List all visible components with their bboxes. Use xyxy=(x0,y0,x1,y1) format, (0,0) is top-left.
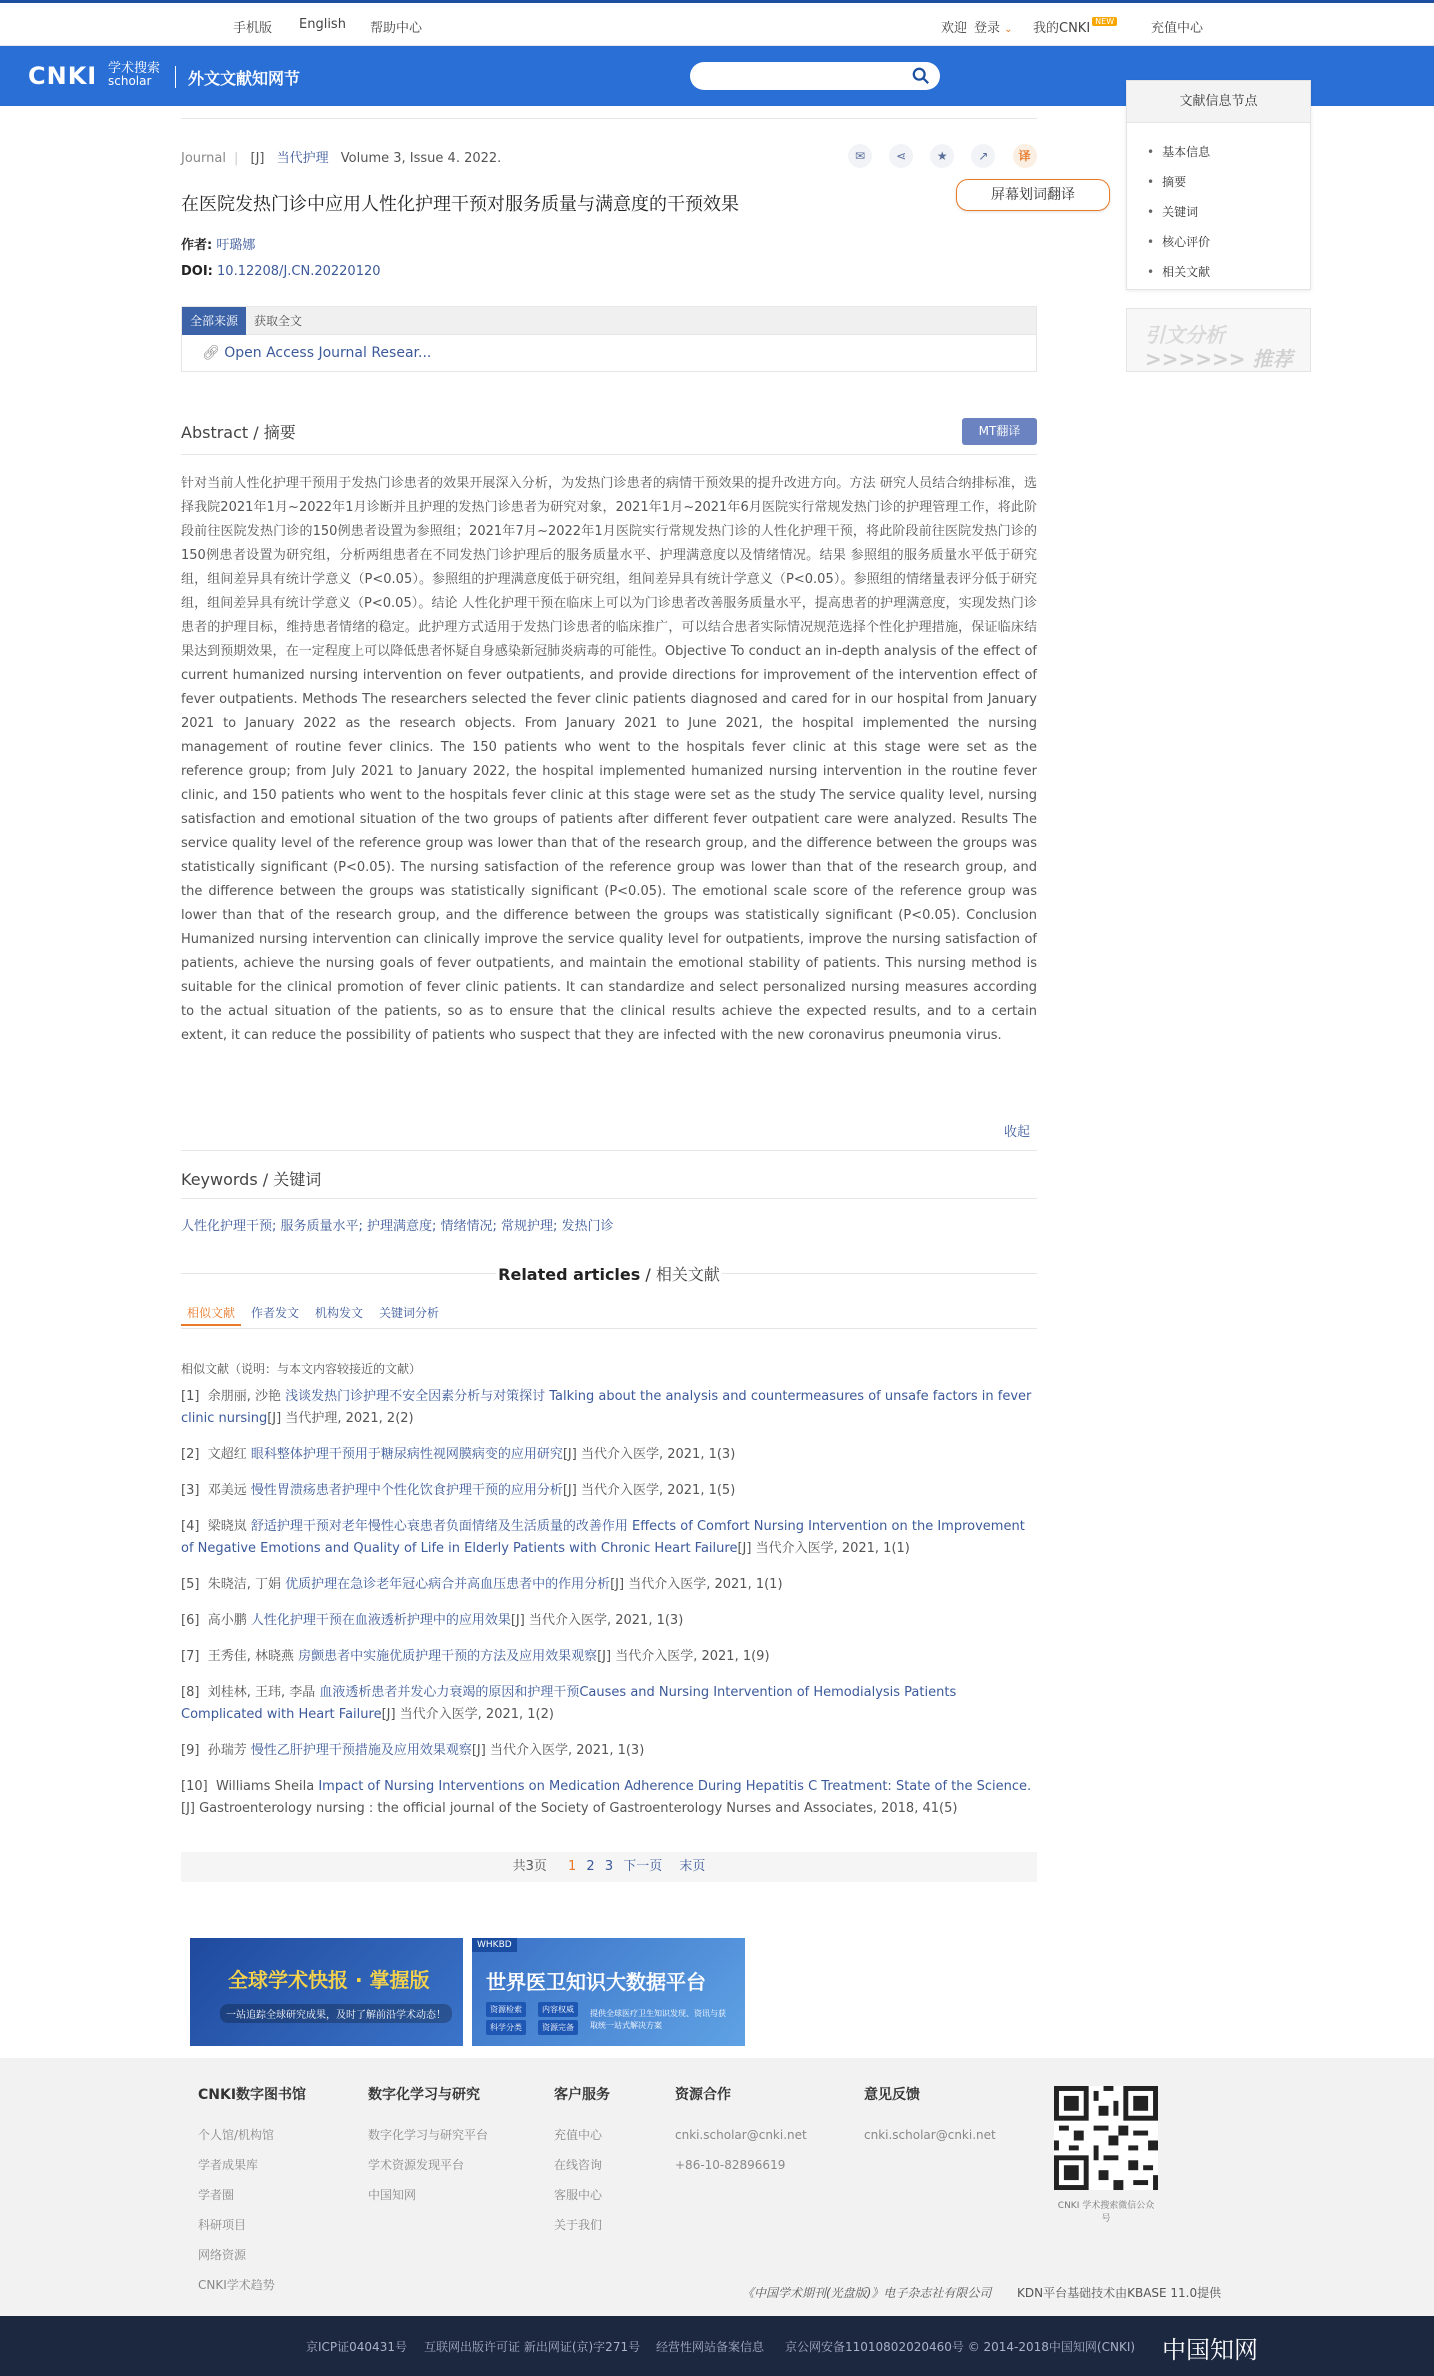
share-icon[interactable]: ⋖ xyxy=(889,144,913,168)
journal-link[interactable]: 当代护理 xyxy=(276,151,329,166)
list-item: [2] 文超红 眼科整体护理干预用于糖尿病性视网膜病变的应用研究[J] 当代介入医学, 2021, 1(3) xyxy=(181,1447,736,1462)
footer-link[interactable]: 在线咨询 xyxy=(554,2158,603,2172)
login-link[interactable]: 登录 ⌄ xyxy=(974,21,1013,36)
divider xyxy=(181,1328,1037,1329)
footer-col-feedback: 意见反馈 cnki.scholar@cnki.net xyxy=(864,2084,996,2150)
divider xyxy=(181,118,1037,119)
reference-list xyxy=(181,1386,1037,1834)
list-item: [9] 孙瑞芳 慢性乙肝护理干预措施及应用效果观察[J] 当代介入医学, 2021, 1(3) xyxy=(181,1743,645,1758)
welcome-text: 欢迎 xyxy=(941,21,968,36)
footer-phone: +86-10-82896619 xyxy=(675,2158,786,2172)
toc-item-abstract[interactable]: • 摘要 xyxy=(1147,167,1310,197)
page-total: 共3页 xyxy=(512,1859,547,1874)
tool-bar xyxy=(848,144,1037,168)
footer-link[interactable]: 学者成果库 xyxy=(198,2158,259,2172)
footer-link[interactable]: 学者圈 xyxy=(198,2188,235,2202)
list-item: [5] 朱晓洁, 丁娟 优质护理在急诊老年冠心病合并高血压患者中的作用分析[J] 当代介入医学, 2021, 1(1) xyxy=(181,1577,783,1592)
footer-link[interactable]: 中国知网 xyxy=(368,2188,417,2202)
medical-knowledge-banner[interactable]: WHKBD 世界医卫知识大数据平台 资源检索 内容权威 科学分类 资源完备 提供全球医疗卫生知识发现、资讯与获取统一站式解决方案 xyxy=(472,1938,745,2046)
pagination xyxy=(181,1852,1037,1882)
footer-col-library: CNKI数字图书馆 个人馆/机构馆 学者成果库 学者圈 科研项目 网络资源 CNKI学术趋势 xyxy=(198,2084,306,2300)
reference-title-link[interactable]: 舒适护理干预对老年慢性心衰患者负面情绪及生活质量的改善作用 Effects of Comfort Nursing Intervention on the Improvement of Negative Emotions and Quality of Life in Elderly Patients with Chronic Heart Failure xyxy=(181,1519,1025,1556)
footer-email[interactable]: cnki.scholar@cnki.net xyxy=(675,2128,807,2142)
cnki-logo[interactable]: CNKI xyxy=(28,62,98,90)
article-meta: Journal | [J] 当代护理 Volume 3, Issue 4. 2022. xyxy=(181,151,502,166)
keywords-list[interactable]: 人性化护理干预; 服务质量水平; 护理满意度; 情绪情况; 常规护理; 发热门诊 xyxy=(181,1219,614,1234)
reference-title-link[interactable]: 优质护理在急诊老年冠心病合并高血压患者中的作用分析 xyxy=(285,1577,611,1592)
toc-item-evaluation[interactable]: • 核心评价 xyxy=(1147,227,1310,257)
reference-title-link[interactable]: 慢性胃溃疡患者护理中个性化饮食护理干预的应用分析 xyxy=(250,1483,563,1498)
logo-subtitle: 学术搜索 scholar xyxy=(108,61,161,88)
last-page-link[interactable]: 末页 xyxy=(679,1859,706,1874)
mt-translate-button[interactable]: MT翻译 xyxy=(962,418,1037,445)
author-link[interactable]: 吁璐娜 xyxy=(216,238,256,253)
footer-link[interactable]: CNKI学术趋势 xyxy=(198,2278,275,2292)
list-item: [7] 王秀佳, 林晓燕 房颤患者中实施优质护理干预的方法及应用效果观察[J] 当代介入医学, 2021, 1(9) xyxy=(181,1649,770,1664)
footer-link[interactable]: 学术资源发现平台 xyxy=(368,2158,465,2172)
toc-item-basic-info[interactable]: • 基本信息 xyxy=(1147,137,1310,167)
doi-line: DOI: 10.12208/J.CN.20220120 xyxy=(181,264,381,279)
divider xyxy=(181,1150,1037,1151)
toc-item-keywords[interactable]: • 关键词 xyxy=(1147,197,1310,227)
reference-title-link[interactable]: 浅谈发热门诊护理不安全因素分析与对策探讨 Talking about the analysis and countermeasures of unsafe factors in fever clinic nursing xyxy=(181,1389,1032,1426)
next-page-link[interactable]: 下一页 xyxy=(623,1859,663,1874)
qr-code xyxy=(1054,2086,1158,2190)
document-nodes-panel xyxy=(1126,80,1311,290)
reference-title-link[interactable]: 慢性乙肝护理干预措施及应用效果观察 xyxy=(250,1743,472,1758)
icp-link[interactable]: 京ICP证040431号 xyxy=(306,2340,407,2354)
list-item: [4] 梁晓岚 舒适护理干预对老年慢性心衰患者负面情绪及生活质量的改善作用 Effects of Comfort Nursing Intervention on the Improvement of Negative Emotions and Quality of Life in Elderly Patients with Chronic Heart Failure[J] 当代介入医学, 2021, 1(1) xyxy=(181,1519,1025,1556)
reference-title-link[interactable]: 血液透析患者并发心力衰竭的原因和护理干预Causes and Nursing Intervention of Hemodialysis Patients Complicated with Heart Failure xyxy=(181,1685,957,1722)
footer-link[interactable]: 科研项目 xyxy=(198,2218,247,2232)
reference-title-link[interactable]: Impact of Nursing Interventions on Medication Adherence During Hepatitis C Treatment: State of the Science. xyxy=(318,1779,1032,1794)
website-record-link[interactable]: 经营性网站备案信息 xyxy=(656,2340,765,2354)
translate-tooltip: 屏幕划词翻译 xyxy=(956,179,1110,211)
footer-col-service: 客户服务 充值中心 在线咨询 客服中心 关于我们 xyxy=(554,2084,610,2240)
star-icon[interactable]: ★ xyxy=(930,144,954,168)
page-1[interactable]: 1 xyxy=(567,1859,577,1874)
divider xyxy=(181,1198,1037,1199)
abstract-text: 针对当前人性化护理干预用于发热门诊患者的效果开展深入分析，为发热门诊患者的病情干预效果的提升改进方向。方法 研究人员结合纳排标准，选择我院2021年1月~2022年1月诊断并且护理的发热门诊患者为研究对象，2021年1月~2021年6月医院实行常规发热门诊的护理管理工作，将此阶段前往医院发热门诊的150例患者设置为参照组；2021年7月~2022年1月医院实行常规发热门诊的人性化护理干预，将此阶段前往医院发热门诊的150例患者设置为研究组，分析两组患者在不同发热门诊护理后的服务质量水平、护理满意度以及情绪情况。结果 参照组的服务质量水平低于研究组，组间差异具有统计学意义（P<0.05）。参照组的护理满意度低于研究组，组间差异具有统计学意义（P<0.05）。参照组的情绪量表评分低于研究组，组间差异具有统计学意义（P<0.05）。结论 人性化护理干预在临床上可以为门诊患者改善服务质量水平，提高患者的护理满意度，实现发热门诊患者的护理目标，维持患者情绪的稳定。此护理方式适用于发热门诊患者的临床推广，可以结合患者实际情况规范选择个性化护理措施，保证临床结果达到预期效果，在一定程度上可以降低患者怀疑自身感染新冠肺炎病毒的可能性。Objective To conduct an in-depth analysis of the effect of current humanized nursing intervention on fever outpatients, and provide directions for improvement of the intervention effect of fever outpatients. Methods The researchers selected the fever clinic patients diagnosed and cared for in our hospital from January 2021 to January 2022 as the research objects. From January 2021 to June 2021, the hospital implemented the nursing management of routine fever clinics. The 150 patients who went to the hospitals fever clinic at this stage were set as the reference group; from July 2021 to January 2022, the hospital implemented humanized nursing intervention in the routine fever clinic, and 150 patients who went to the hospitals fever clinic at this stage were set as the study The service quality level, nursing satisfaction and emotional situation of the two groups of patients after different fever outpatient care were analyzed. Results The service quality level of the reference group was lower than that of the research group, and the difference between the groups was statistically significant (P<0.05). The nursing satisfaction of the reference group was lower than that of the research group, and the difference between the groups was statistically significant (P<0.05). The emotional scale score of the reference group was lower than that of the research group, and the difference between the groups was statistically significant (P<0.05). Conclusion Humanized nursing intervention can clinically improve the service quality level for outpatients, improve the nursing satisfaction of patients, achieve the nursing goals of fever outpatients, and maintain the emotional stability of patients. This nursing method is suitable for the clinical promotion of fever clinic patients. It can standardize and select personalized nursing measures according to the actual situation of the patients, so as to ensure that the clinical results achieve the expected results, and to a certain extent, it can reduce the possibility of patients who suspect that they are infected with the new coronavirus pneumonia virus. xyxy=(181,476,1037,1043)
footer-email[interactable]: cnki.scholar@cnki.net xyxy=(864,2128,996,2142)
list-item: [10] Williams Sheila Impact of Nursing Interventions on Medication Adherence During Hepatitis C Treatment: State of the Science.[J] Gastroenterology nursing : the official journal of the Society of Gastroenterology Nurses and Associates, 2018, 41(5) xyxy=(181,1779,1032,1816)
footer-link[interactable]: 关于我们 xyxy=(554,2218,603,2232)
site-title: 外文文献知网节 xyxy=(188,69,301,88)
export-icon[interactable]: ↗ xyxy=(971,144,995,168)
keywords-heading: Keywords / 关键词 xyxy=(181,1170,322,1189)
tab-similar[interactable]: 相似文献 xyxy=(181,1300,241,1326)
tab-institution-papers[interactable]: 机构发文 xyxy=(315,1306,364,1320)
footer-link[interactable]: 数字化学习与研究平台 xyxy=(368,2128,489,2142)
publisher-text: 《中国学术期刊(光盘版)》电子杂志社有限公司 xyxy=(742,2286,992,2300)
bottom-bar xyxy=(0,2316,1434,2376)
publishing-license-link[interactable]: 互联网出版许可证 新出网证(京)字271号 xyxy=(424,2340,641,2354)
logo-divider xyxy=(175,66,176,88)
recharge-link[interactable]: 充值中心 xyxy=(1151,21,1204,36)
english-link[interactable]: English xyxy=(299,17,346,32)
similar-note: 相似文献（说明：与本文内容较接近的文献） xyxy=(181,1362,422,1376)
footer-link[interactable]: 充值中心 xyxy=(554,2128,603,2142)
divider xyxy=(181,454,1037,455)
footer-col-learning: 数字化学习与研究 数字化学习与研究平台 学术资源发现平台 中国知网 xyxy=(368,2084,488,2210)
help-link[interactable]: 帮助中心 xyxy=(370,21,423,36)
list-item: [1] 余朋丽, 沙艳 浅谈发热门诊护理不安全因素分析与对策探讨 Talking about the analysis and countermeasures of unsafe factors in fever clinic nursing[J] 当代护理, 2021, 2(2) xyxy=(181,1389,1032,1426)
reference-title-link[interactable]: 人性化护理干预在血液透析护理中的应用效果 xyxy=(250,1613,511,1628)
page-3[interactable]: 3 xyxy=(604,1859,614,1874)
footer-link[interactable]: 网络资源 xyxy=(198,2248,247,2262)
qr-caption: CNKI 学术搜索微信公众号 xyxy=(1057,2201,1155,2224)
author-line: 作者: 吁璐娜 xyxy=(181,238,256,253)
list-item: [3] 邓美远 慢性胃溃疡患者护理中个性化饮食护理干预的应用分析[J] 当代介入医学, 2021, 1(5) xyxy=(181,1483,736,1498)
reference-title-link[interactable]: 房颤患者中实施优质护理干预的方法及应用效果观察 xyxy=(298,1649,598,1664)
search-input[interactable] xyxy=(690,62,940,90)
doi-link[interactable]: 10.12208/J.CN.20220120 xyxy=(217,264,381,279)
collapse-link[interactable]: 收起 xyxy=(1004,1125,1031,1140)
reference-title-link[interactable]: 眼科整体护理干预用于糖尿病性视网膜病变的应用研究 xyxy=(250,1447,563,1462)
search-icon[interactable] xyxy=(912,67,930,85)
list-item: [8] 刘桂林, 王玮, 李晶 血液透析患者并发心力衰竭的原因和护理干预Causes and Nursing Intervention of Hemodialysis Patients Complicated with Heart Failure[J] 当代介入医学, 2021, 1(2) xyxy=(181,1685,957,1722)
article-title: 在医院发热门诊中应用人性化护理干预对服务质量与满意度的干预效果 xyxy=(181,194,739,215)
email-icon[interactable]: ✉ xyxy=(848,144,872,168)
footer-col-cooperation: 资源合作 cnki.scholar@cnki.net +86-10-82896619 xyxy=(675,2084,807,2180)
chevron-down-icon: ⌄ xyxy=(1004,24,1013,35)
toc-item-related[interactable]: • 相关文献 xyxy=(1147,257,1310,287)
tab-keyword-analysis[interactable]: 关键词分析 xyxy=(379,1306,440,1320)
police-record-link[interactable]: 京公网安备11010802020460号 © 2014-2018中国知网(CNKI) xyxy=(785,2340,1136,2354)
my-cnki-link[interactable]: 我的CNKI NEW xyxy=(1033,17,1117,36)
source-link[interactable]: 🔗︎ Open Access Journal Resear... xyxy=(202,345,432,361)
footer-link[interactable]: 客服中心 xyxy=(554,2188,603,2202)
list-item: [6] 高小鹏 人性化护理干预在血液透析护理中的应用效果[J] 当代介入医学, 2021, 1(3) xyxy=(181,1613,684,1628)
source-box xyxy=(181,306,1037,372)
site-footer xyxy=(0,2058,1434,2316)
page-2[interactable]: 2 xyxy=(586,1859,595,1874)
link-icon: 🔗︎ xyxy=(202,345,220,361)
tab-all-sources[interactable]: 全部来源 xyxy=(182,307,246,335)
related-tabs xyxy=(181,1300,449,1326)
abstract-heading: Abstract / 摘要 xyxy=(181,423,296,442)
mobile-link[interactable]: 手机版 xyxy=(233,21,273,36)
citation-analysis-banner[interactable]: 引文分析 >>>>>> 推荐 xyxy=(1126,308,1311,372)
translate-icon[interactable]: 译 xyxy=(1013,144,1037,168)
related-heading: Related articles / 相关文献 xyxy=(498,1265,720,1284)
new-badge: NEW xyxy=(1092,17,1117,26)
academic-express-banner[interactable]: 全球学术快报 · 掌握版 一站追踪全球研究成果，及时了解前沿学术动态！ xyxy=(190,1938,463,2046)
tech-text: KDN平台基础技术由KBASE 11.0提供 xyxy=(1017,2286,1222,2300)
top-bar xyxy=(0,0,1434,46)
panel-title: 文献信息节点 xyxy=(1127,81,1310,123)
tab-author-papers[interactable]: 作者发文 xyxy=(251,1306,300,1320)
footer-link[interactable]: 个人馆/机构馆 xyxy=(198,2128,275,2142)
cnki-brand-logo[interactable]: 中国知网 xyxy=(1162,2336,1258,2364)
tab-get-fulltext[interactable]: 获取全文 xyxy=(254,314,303,328)
